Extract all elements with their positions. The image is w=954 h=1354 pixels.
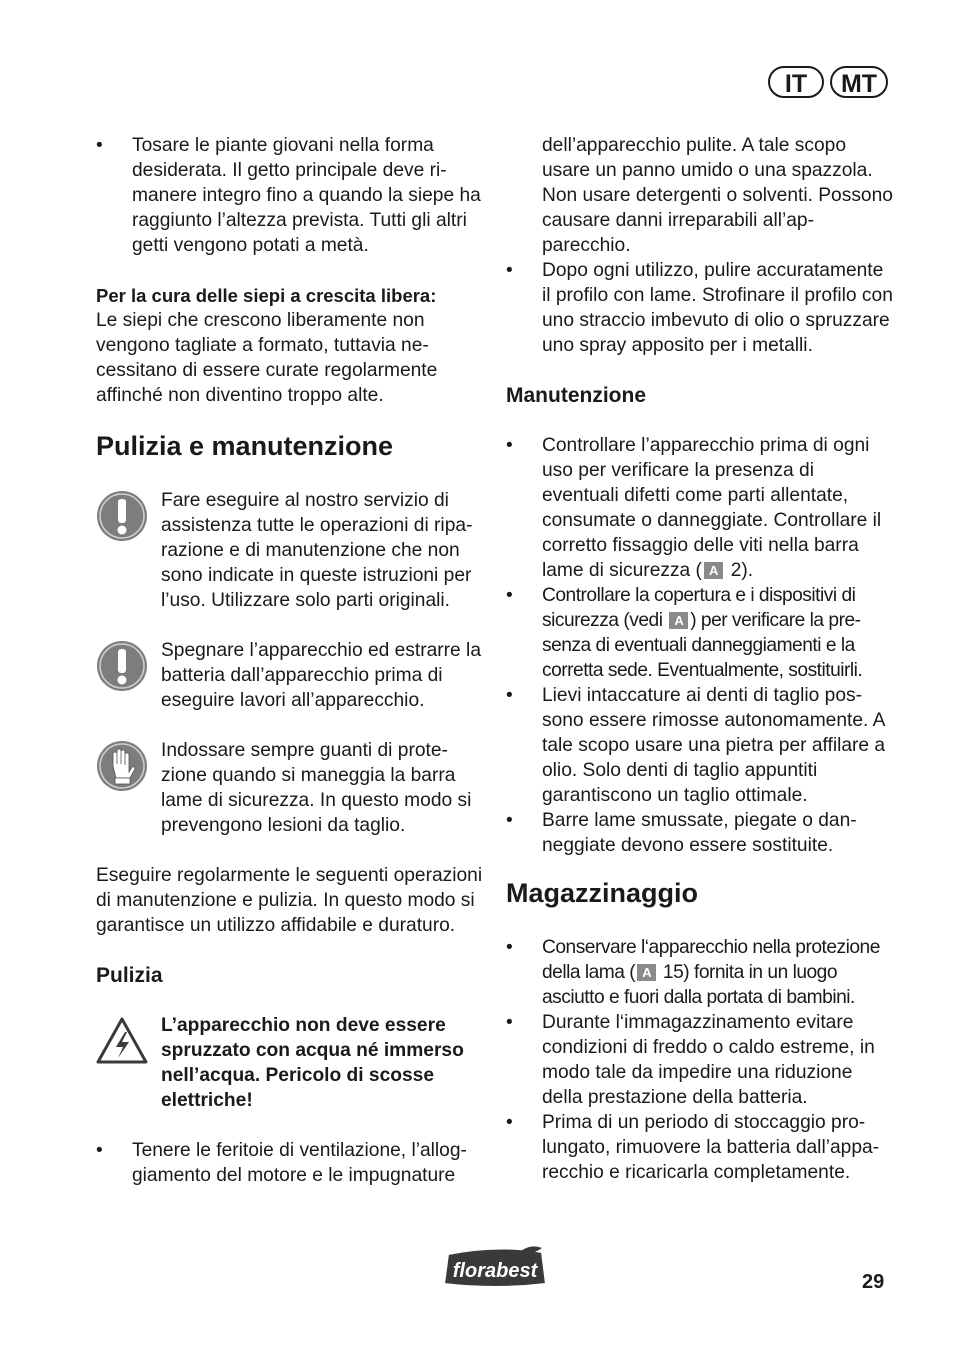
bullet-check-device: [506, 433, 896, 583]
warning-electric: [96, 1013, 486, 1113]
maintenance-heading: Manutenzione: [506, 384, 646, 407]
warning-electric-text: L’apparecchio non deve essere spruzzato con acqua né immerso nell’acqua. Pericolo di scosse elettriche!: [161, 1015, 464, 1111]
language-badge-mt: MT: [830, 66, 888, 98]
exclamation-icon: [96, 490, 148, 542]
storage-protection-text-b: 15) fornita in un luogo asciutto e fuori dalla portata di bambini.: [542, 962, 855, 1008]
cleaning-heading: Pulizia: [96, 964, 163, 987]
section-title-storage: Magazzinaggio: [506, 878, 699, 908]
left-column: [96, 133, 486, 1188]
note-battery: [96, 638, 486, 713]
free-hedge-heading: Per la cura delle siepi a crescita libera:: [96, 285, 437, 306]
bullet-sharpen: • Lievi intaccature ai denti di taglio possono essere rimosse autonomamente. A tale scopo usare una pietra per affilare a olio. Solo denti di taglio appuntiti garantiscono un taglio ottimale.: [506, 683, 896, 808]
note-gloves: [96, 738, 486, 838]
note-gloves-text: Indossare sempre guanti di protezione quando si maneggia la barra lame di sicurezza. In questo modo si prevengono lesioni da taglio.: [161, 740, 472, 836]
language-badge-it: IT: [768, 66, 824, 98]
bullet-ventilation: • Tenere le feritoie di ventilazione, l’alloggiamento del motore e le impugnature: [96, 1138, 486, 1188]
bullet-storage-battery: • Prima di un periodo di stoccaggio prolungato, rimuovere la batteria dall’apparecchio e ricaricarla completamente.: [506, 1110, 896, 1185]
check-cover-text-a: Controllare la copertura e i dispositivi di sicurezza (vedi: [542, 585, 856, 631]
bullet-replace-blades: • Barre lame smussate, piegate o danneggiate devono essere sostituite.: [506, 808, 896, 858]
figure-ref-tag: A: [704, 562, 723, 579]
check-device-text: Controllare l’apparecchio prima di ogni uso per verificare la presenza di eventuali difetti come parti allentate, consumate o danneggiate. Controllare il corretto fissaggio delle viti nella barra lame di sicurezza (: [542, 435, 882, 581]
right-column: [506, 133, 896, 1185]
note-service: [96, 488, 486, 613]
glove-icon: [96, 740, 148, 792]
bullet-check-cover: [506, 583, 896, 683]
note-battery-text: Spegnare l’apparecchio ed estrarre la batteria dall’apparecchio prima di eseguire lavori all’apparecchio.: [161, 640, 481, 711]
figure-ref-tag: A: [637, 964, 656, 981]
figure-ref-tag: A: [669, 612, 688, 629]
free-hedge-text: Le siepi che crescono liberamente non vengono tagliate a formato, tuttavia necessitano di essere curate regolarmente affinché non diventino troppo alte.: [96, 310, 438, 406]
ventilation-continued: dell’apparecchio pulite. A tale scopo usare un panno umido o una spazzola. Non usare detergenti o solventi. Possono causare danni irreparabili all’apparecchio.: [542, 135, 893, 256]
bullet-storage-protection: [506, 935, 896, 1010]
note-service-text: Fare eseguire al nostro servizio di assistenza tutte le operazioni di riparazione e di manutenzione che non sono indicate in queste istruzioni per l’uso. Utilizzare solo parti originali.: [161, 490, 473, 611]
florabest-logo: [438, 1246, 552, 1290]
exclamation-icon: [96, 640, 148, 692]
section-title-cleaning-maintenance: Pulizia e manutenzione: [96, 431, 394, 461]
check-device-ref: 2).: [730, 560, 754, 581]
electric-shock-warning-icon: [96, 1015, 148, 1067]
storage-protection-text-a: Conservare l‘apparecchio nella protezione della lama (: [542, 937, 880, 983]
logo-wordmark: florabest: [452, 1260, 538, 1282]
check-cover-text-b: ) per verificare la presenza di eventuali danneggiamenti e la corretta sede. Eventualmente, sostituirli.: [542, 610, 863, 681]
bullet-storage-temperature: • Durante l‘immagazzinamento evitare condizioni di freddo o caldo estreme, in modo tale da impedire una riduzione della prestazione della batteria.: [506, 1010, 896, 1110]
maintenance-intro: Eseguire regolarmente le seguenti operazioni di manutenzione e pulizia. In questo modo si garantisce un utilizzo affidabile e duraturo.: [96, 865, 483, 936]
bullet-pruning: • Tosare le piante giovani nella forma desiderata. Il getto principale deve rimanere integro fino a quando la siepe ha raggiunto l’altezza prevista. Tutti gli altri getti vengono potati a metà.: [96, 133, 486, 258]
bullet-clean-blades: • Dopo ogni utilizzo, pulire accuratamente il profilo con lame. Strofinare il profilo con uno straccio imbevuto di olio o spruzzare uno spray apposito per i metalli.: [506, 258, 896, 358]
page-number: 29: [862, 1271, 885, 1293]
